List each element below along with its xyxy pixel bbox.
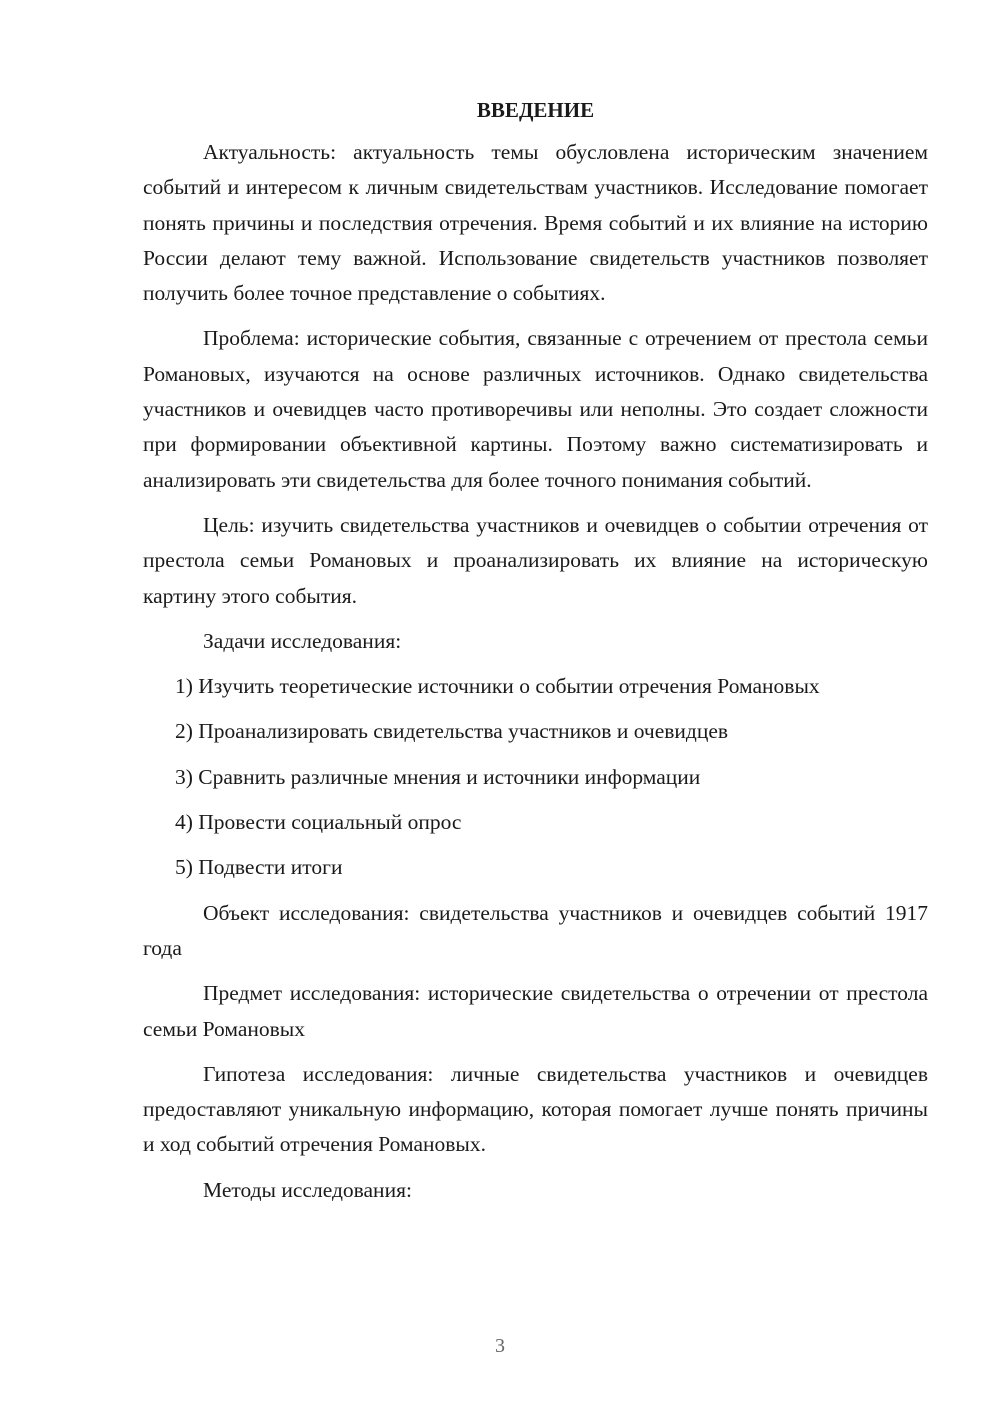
- list-item: 3) Сравнить различные мнения и источники информации: [175, 764, 701, 789]
- object-paragraph: Объект исследования: свидетельства участников и очевидцев событий 1917 года: [143, 900, 928, 960]
- page-number: 3: [495, 1335, 505, 1357]
- list-item: 2) Проанализировать свидетельства участников и очевидцев: [175, 719, 729, 744]
- list-item: 5) Подвести итоги: [175, 855, 343, 880]
- goal-paragraph: Цель: изучить свидетельства участников и очевидцев о событии отречения от престола семьи Романовых и проанализировать их влияние на историческую картину этого события.: [143, 512, 928, 608]
- subject-paragraph: Предмет исследования: исторические свидетельства о отречении от престола семьи Романовых: [143, 981, 928, 1041]
- tasks-list: [143, 669, 928, 885]
- hypothesis-paragraph: Гипотеза исследования: личные свидетельства участников и очевидцев предоставляют уникальную информацию, которая помогает лучше понять причины и ход событий отречения Романовых.: [143, 1061, 928, 1157]
- document-page: [143, 95, 928, 1218]
- problem-paragraph: Проблема: исторические события, связанные с отречением от престола семьи Романовых, изучаются на основе различных источников. Однако свидетельства участников и очевидцев часто противоречивы или неполны. Это создает сложности при формировании объективной картины. Поэтому важно систематизировать и анализировать эти свидетельства для более точного понимания событий.: [143, 326, 928, 492]
- list-item: 4) Провести социальный опрос: [175, 810, 462, 835]
- section-heading: ВВЕДЕНИЕ: [476, 98, 595, 122]
- list-item: 1) Изучить теоретические источники о событии отречения Романовых: [175, 674, 820, 699]
- tasks-heading: Задачи исследования:: [203, 628, 402, 653]
- methods-heading: Методы исследования:: [203, 1177, 412, 1202]
- relevance-paragraph: Актуальность: актуальность темы обусловлена историческим значением событий и интересом к личным свидетельствам участников. Исследование помогает понять причины и последствия отречения. Время событий и их влияние на историю России делают тему важной. Использование свидетельств участников позволяет получить более точное представление о событиях.: [143, 140, 928, 306]
